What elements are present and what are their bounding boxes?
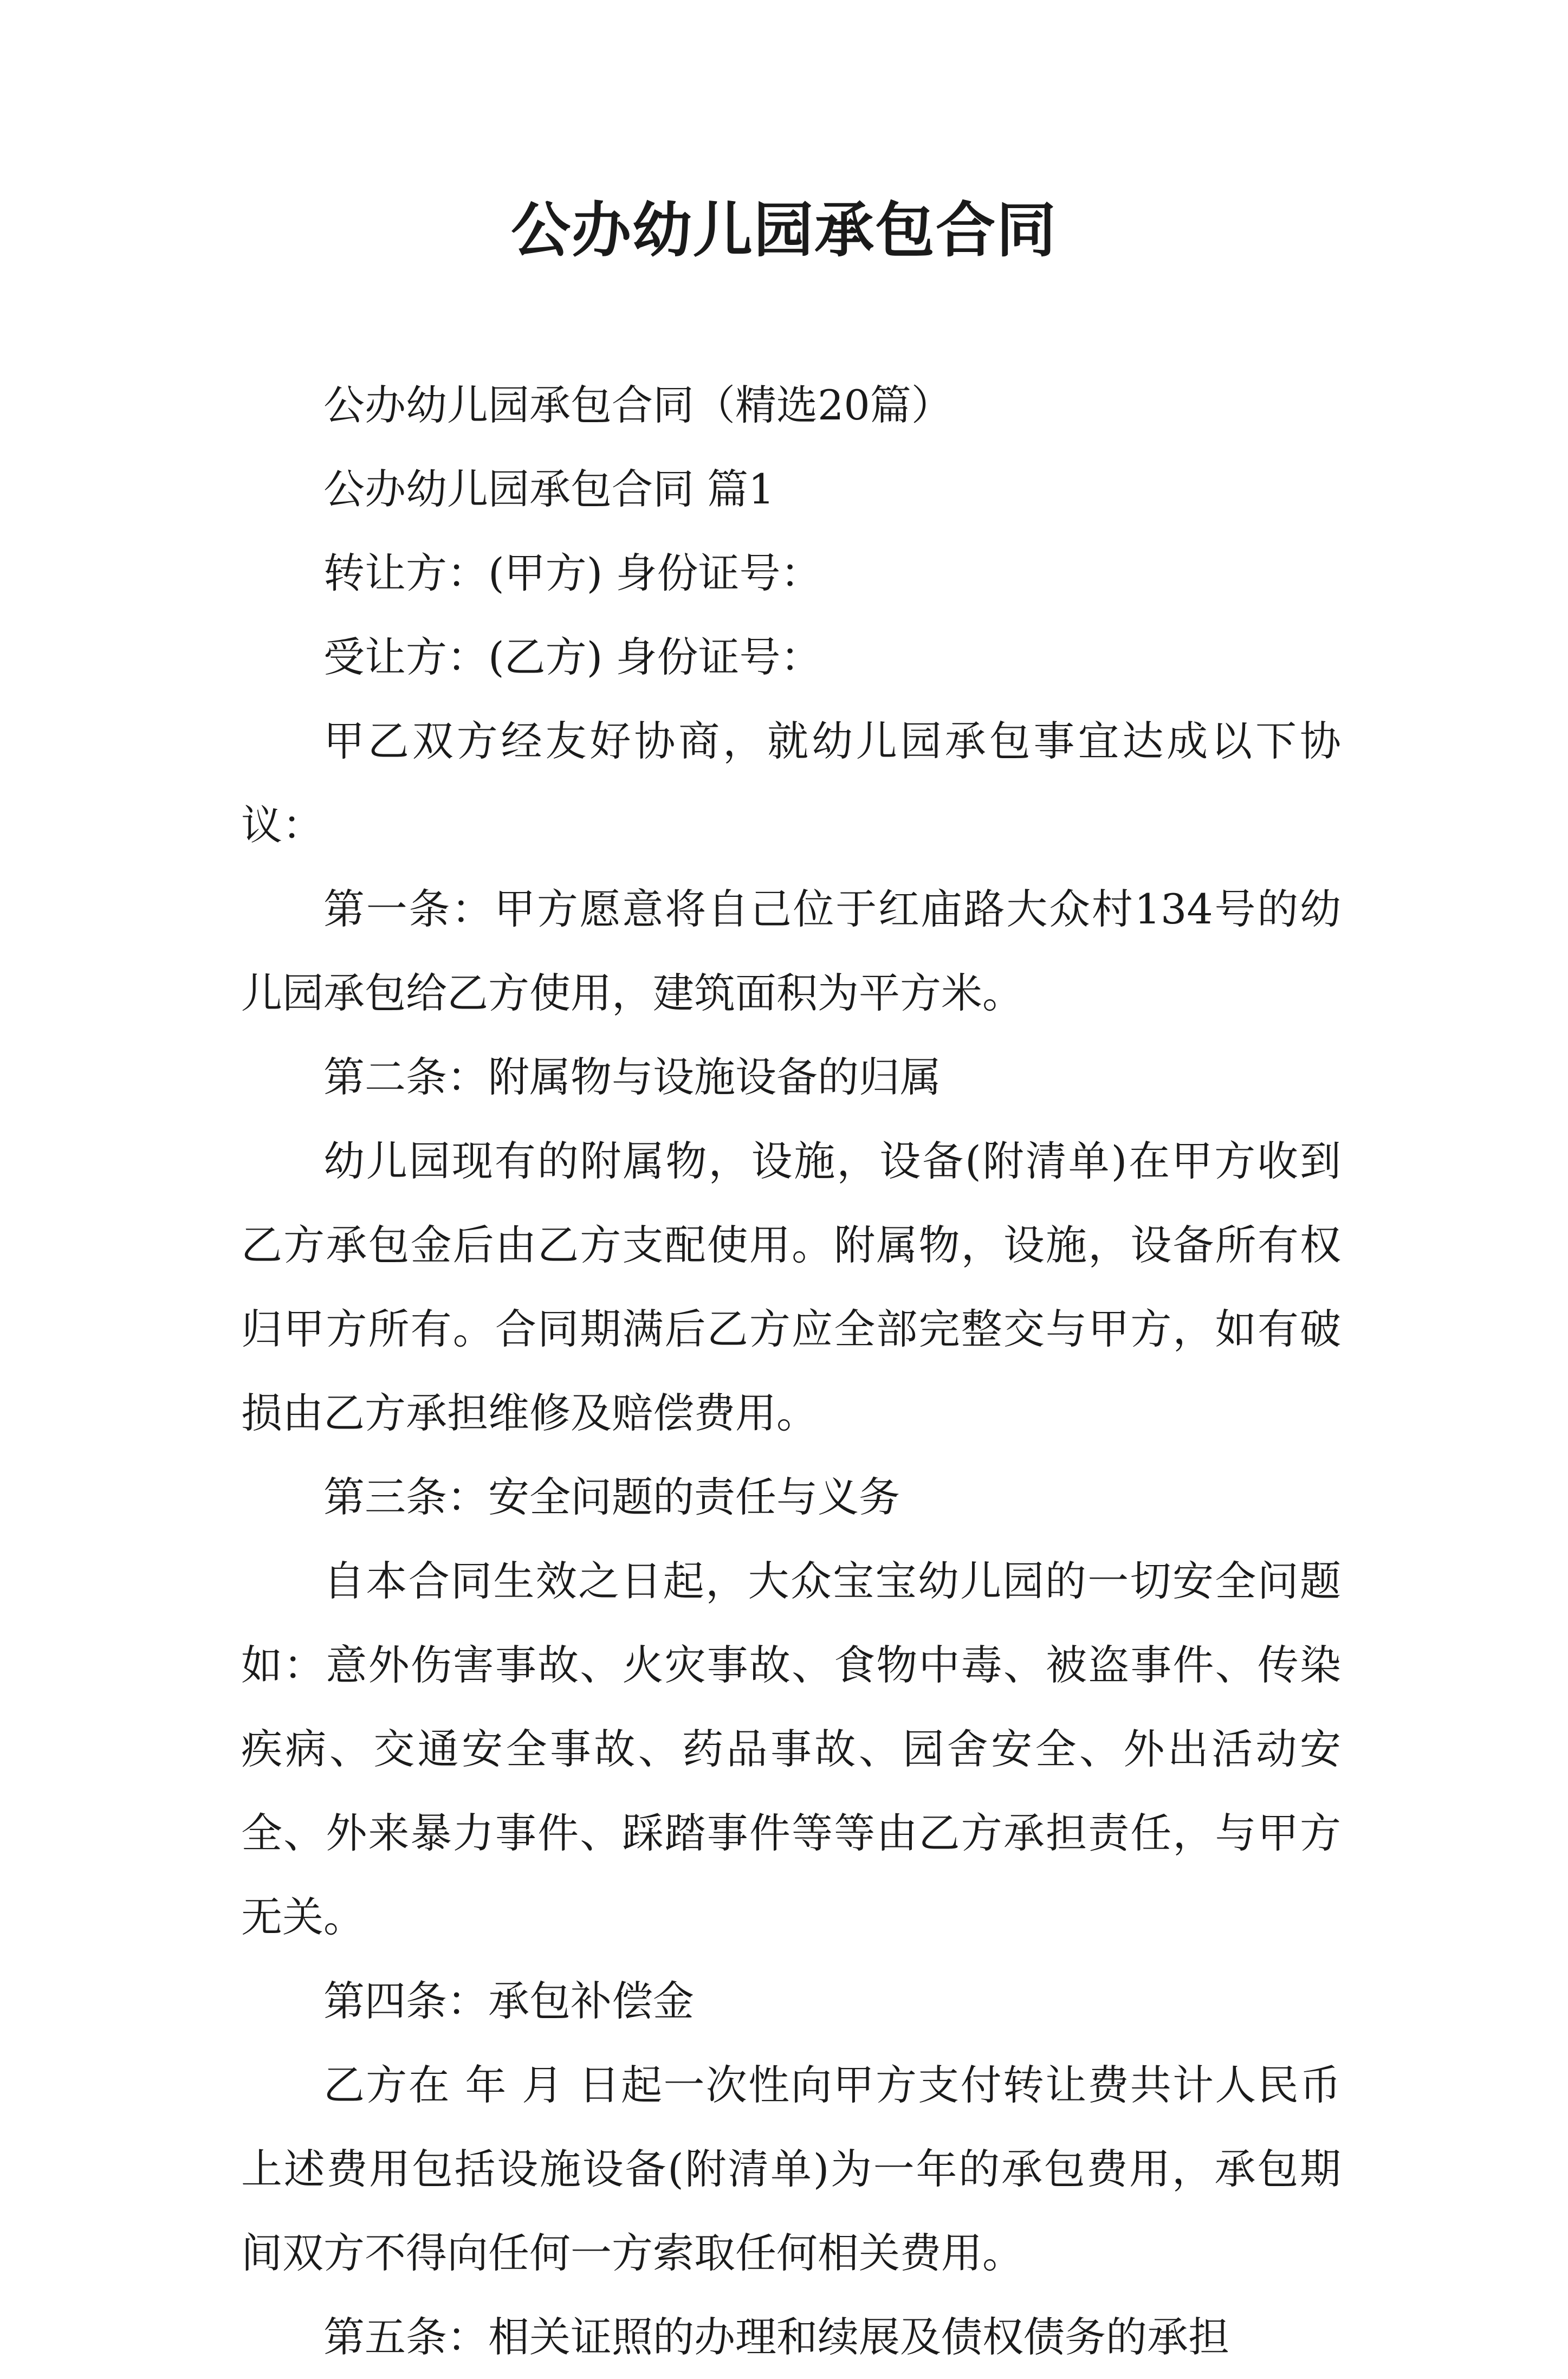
paragraph-article-4-heading: 第四条：承包补偿金 xyxy=(323,1977,694,2025)
paragraph-article-5-heading: 第五条：相关证照的办理和续展及债权债务的承担 xyxy=(323,2313,1229,2361)
paragraph-agreement-intro: 甲乙双方经友好协商，就幼儿园承包事宜达成以下协议： xyxy=(241,717,1341,849)
paragraph-article-2-heading: 第二条：附属物与设施设备的归属 xyxy=(323,1053,941,1101)
document-body xyxy=(241,363,1341,2379)
paragraph-article-3-heading: 第三条：安全问题的责任与义务 xyxy=(323,1473,900,1521)
paragraph-party-b: 受让方：(乙方) 身份证号： xyxy=(323,633,822,681)
paragraph-article-1: 第一条：甲方愿意将自己位于红庙路大众村134号的幼儿园承包给乙方使用，建筑面积为平方米。 xyxy=(241,885,1341,1017)
paragraph-subtitle: 公办幼儿园承包合同（精选20篇） xyxy=(323,381,953,429)
paragraph-party-a: 转让方：(甲方) 身份证号： xyxy=(323,549,822,597)
paragraph-article-4-body: 乙方在 年 月 日起一次性向甲方支付转让费共计人民币 上述费用包括设施设备(附清单)为一年的承包费用，承包期间双方不得向任何一方索取任何相关费用。 xyxy=(241,2061,1341,2277)
paragraph-article-3-body: 自本合同生效之日起，大众宝宝幼儿园的一切安全问题如：意外伤害事故、火灾事故、食物中毒、被盗事件、传染疾病、交通安全事故、药品事故、园舍安全、外出活动安全、外来暴力事件、踩踏事件等等由乙方承担责任，与甲方无关。 xyxy=(241,1557,1341,1941)
document-title: 公办幼儿园承包合同 xyxy=(511,196,1057,265)
paragraph-section-heading: 公办幼儿园承包合同 篇1 xyxy=(323,465,775,513)
paragraph-article-2-body: 幼儿园现有的附属物，设施，设备(附清单)在甲方收到乙方承包金后由乙方支配使用。附属物，设施，设备所有权归甲方所有。合同期满后乙方应全部完整交与甲方，如有破损由乙方承担维修及赔偿费用。 xyxy=(241,1137,1341,1437)
